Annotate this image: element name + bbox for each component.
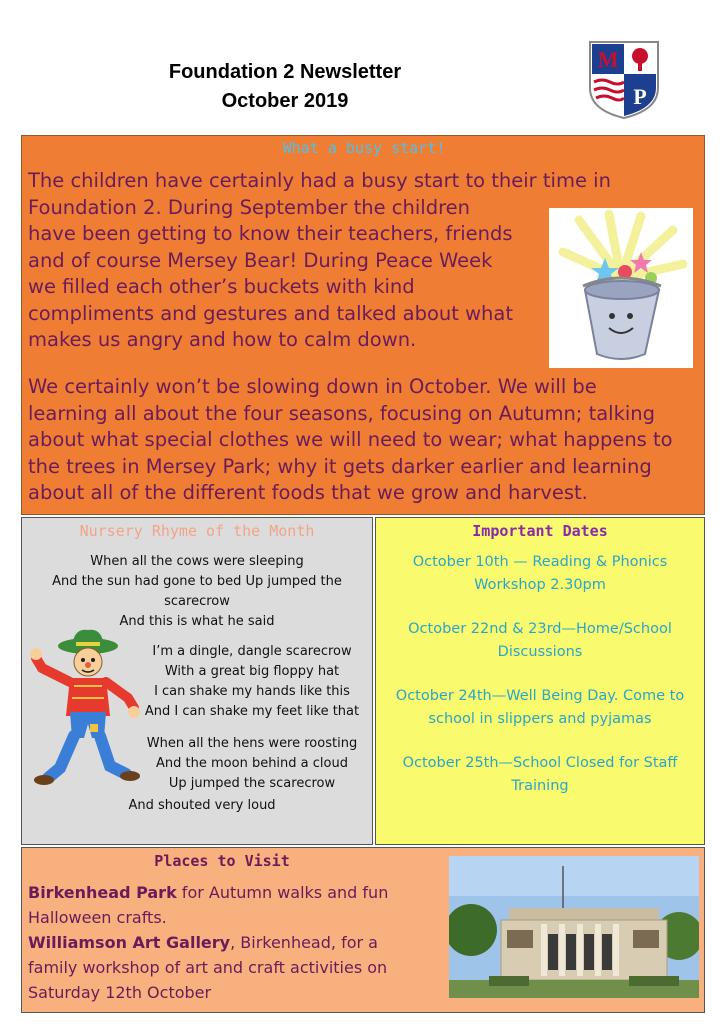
rhyme-line: And the moon behind a cloud [156, 756, 348, 771]
date-line: October 10th — Reading & Phonics [412, 554, 668, 570]
text-line: compliments and gestures and talked about what [28, 301, 514, 325]
text-line: makes us angry and how to calm down. [28, 328, 417, 351]
place-name-williamson-art-gallery: Williamson Art Gallery [28, 933, 231, 952]
art-gallery-photo [449, 856, 699, 998]
bucket-icon [549, 208, 693, 368]
svg-text:P: P [633, 84, 647, 109]
rhyme-line: Up jumped the scarecrow [168, 776, 336, 791]
rhyme-line: And this is what he said [119, 614, 275, 629]
text-line: we filled each other’s buckets with kind [28, 275, 415, 298]
rhyme-line: When all the hens were roosting [146, 736, 358, 751]
text-line: about all of the different foods that we grow and harvest. [28, 481, 588, 504]
text-line: family workshop of art and craft activities on [28, 958, 388, 977]
text-line: The children have certainly had a busy start to their time in [28, 169, 611, 192]
busy-start-heading: What a busy start! [282, 139, 446, 157]
places-to-visit-section [21, 847, 705, 1013]
rhyme-line: With a great big floppy hat [164, 664, 340, 679]
text-line: and of course Mersey Bear! During Peace Week [28, 248, 493, 272]
bucket-illustration [549, 208, 693, 368]
gallery-building-icon [449, 856, 699, 998]
text-line [28, 930, 448, 955]
rhyme-intro [22, 552, 372, 632]
rhyme-line: I can shake my hands like this [154, 684, 350, 699]
text-line: about what special clothes we will need to wear; what happens to [28, 428, 673, 451]
date-line: Training [511, 778, 569, 794]
newsletter-title [140, 58, 430, 116]
title-line-1: Foundation 2 Newsletter [168, 61, 402, 83]
date-line: school in slippers and pyjamas [428, 711, 652, 727]
text-line: the trees in Mersey Park; why it gets darker earlier and learning [28, 454, 652, 478]
rhyme-line: And I can shake my feet like that [144, 704, 360, 719]
text-span: for Autumn walks and fun [176, 883, 389, 902]
nursery-rhyme-section [21, 517, 373, 845]
rhyme-line: scarecrow [164, 594, 230, 609]
text-line: have been getting to know their teachers, friends [28, 222, 513, 245]
places-heading: Places to Visit [154, 852, 290, 870]
important-dates-heading: Important Dates [472, 522, 608, 540]
text-line: Saturday 12th October [28, 983, 212, 1002]
place-name-birkenhead-park: Birkenhead Park [28, 883, 177, 902]
school-crest-logo [588, 40, 660, 120]
date-line: Workshop 2.30pm [474, 577, 606, 593]
date-line: October 25th—School Closed for Staff [402, 755, 678, 771]
rhyme-line: When all the cows were sleeping [90, 554, 304, 569]
text-line [28, 880, 448, 905]
rhyme-verse [132, 642, 372, 722]
date-item [376, 618, 704, 664]
rhyme-line: I’m a dingle, dangle scarecrow [152, 644, 352, 659]
date-item [376, 752, 704, 798]
date-item [376, 551, 704, 597]
rhyme-line: And the sun had gone to bed Up jumped the [52, 574, 342, 589]
text-line: We certainly won’t be slowing down in October. We will be [28, 375, 597, 398]
places-text [28, 880, 448, 1005]
nursery-rhyme-heading: Nursery Rhyme of the Month [79, 522, 315, 540]
rhyme-line: And shouted very loud [128, 798, 276, 813]
important-dates-section [375, 517, 705, 845]
date-line: Discussions [497, 644, 583, 660]
title-line-2: October 2019 [221, 90, 349, 112]
busy-start-paragraph-2 [28, 374, 700, 507]
crest-icon [588, 40, 660, 120]
date-line: October 22nd & 23rd—Home/School [408, 621, 672, 637]
text-line: Halloween crafts. [28, 908, 167, 927]
text-line: learning all about the four seasons, focusing on Autumn; talking [28, 401, 656, 425]
svg-text:M: M [597, 47, 619, 72]
text-span: , Birkenhead, for a [230, 933, 378, 952]
scarecrow-icon [30, 628, 140, 793]
busy-start-section [21, 135, 705, 515]
date-item [376, 685, 704, 731]
scarecrow-illustration [30, 628, 140, 793]
rhyme-ending [132, 734, 372, 794]
text-line: Foundation 2. During September the children [28, 195, 471, 219]
date-line: October 24th—Well Being Day. Come to [395, 688, 685, 704]
